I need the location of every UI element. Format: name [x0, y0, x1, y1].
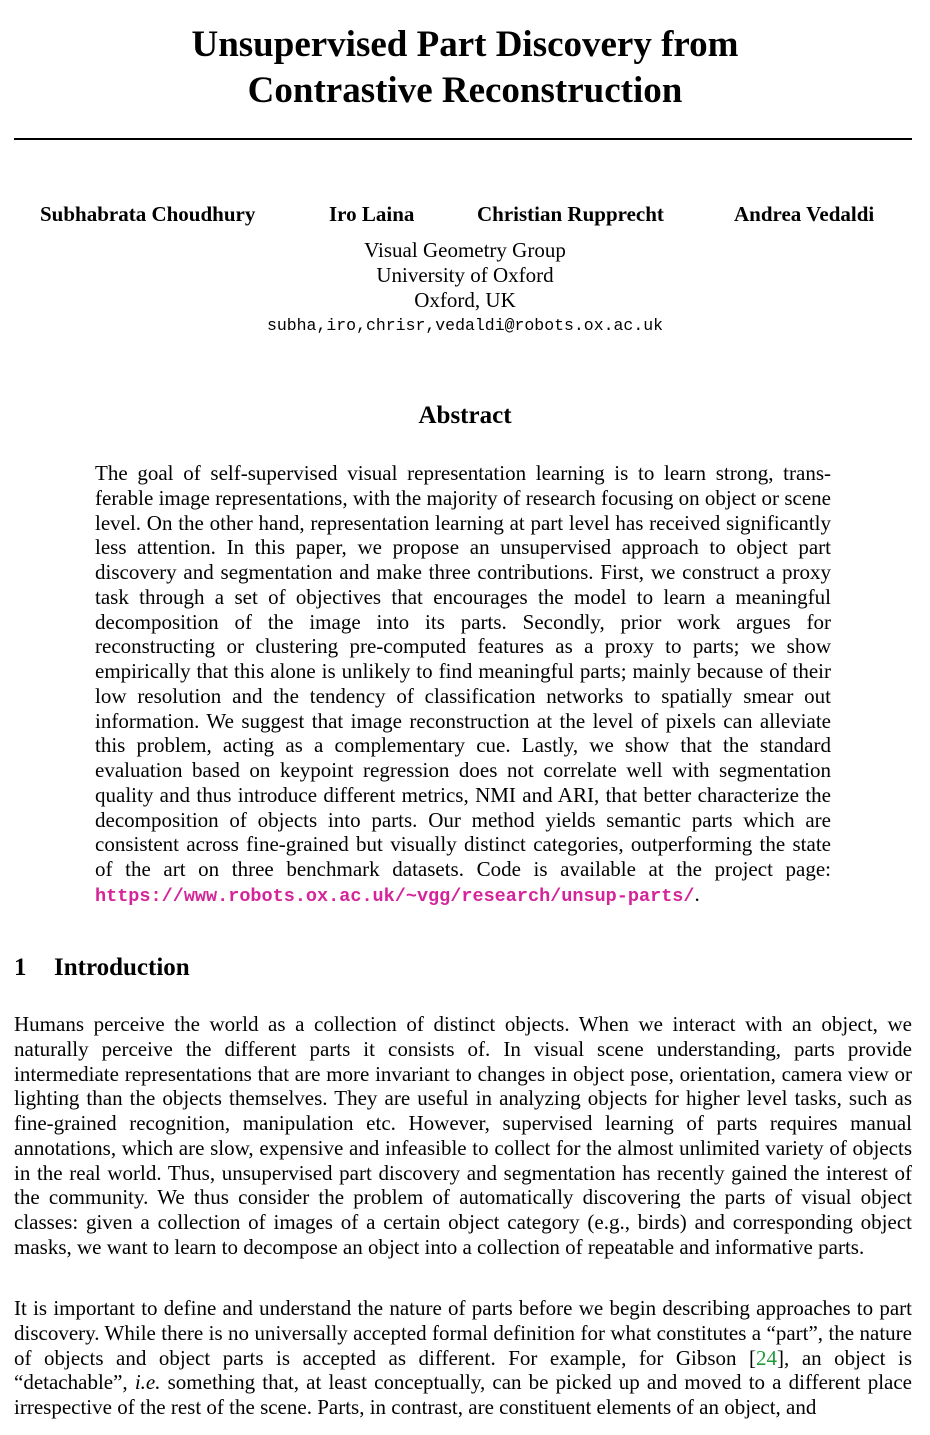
- author-list: [0, 202, 930, 230]
- title-line-1: Unsupervised Part Discovery from: [191, 24, 739, 65]
- intro-p2-part-b: ], an object is “detachable”,: [14, 1345, 912, 1395]
- abstract-body: [95, 461, 831, 910]
- affiliation-location: Oxford, UK: [414, 288, 516, 312]
- citation-link[interactable]: 24: [756, 1345, 778, 1370]
- paper-title: [0, 22, 930, 114]
- author-4: Andrea Vedaldi: [734, 202, 875, 226]
- abstract-end: .: [694, 881, 700, 906]
- abstract-heading: Abstract: [418, 402, 512, 429]
- section-number: 1: [14, 954, 27, 981]
- author-2: Iro Laina: [329, 202, 415, 226]
- intro-p2-part-a: It is important to define and understand the nature of parts before we begin describing approaches to part discovery. While there is no universally accepted formal definition for what constitutes a “part”, the nature of objects and object parts is accepted as different. For example, for Gibson [: [14, 1296, 912, 1370]
- section-heading: [14, 954, 914, 982]
- intro-paragraph-1-text: Humans perceive the world as a collection of distinct objects. When we interact with an object, we naturally perceive the different parts it consists of. In visual scene understanding, parts provide intermediate representations that are more invariant to changes in object pose, orientation, camera view or lighting than the objects themselves. They are useful in analyzing objects for higher level tasks, such as fine-grained recognition, manipulation etc. However, supervised learning of parts requires manual annotations, which are slow, expensive and infeasible to collect for the almost unlimited variety of objects in the real world. Thus, unsupervised part discovery and segmentation has recently gained the interest of the community. We thus consider the problem of automatically discovering the parts of visual object classes: given a collection of images of a certain object category (e.g., birds) and corresponding object masks, we want to learn to decompose an object into a collection of repeatable and informative parts.: [14, 1012, 912, 1259]
- intro-p2-part-c: something that, at least conceptually, can be picked up and moved to a different place irrespective of the rest of the scene. Parts, in contrast, are constituent elements of an object, and: [14, 1370, 912, 1419]
- intro-paragraph-2: [14, 1296, 912, 1420]
- title-rule: [14, 138, 912, 140]
- author-emails: subha,iro,chrisr,vedaldi@robots.ox.ac.uk: [266, 316, 664, 335]
- affiliation: [0, 238, 930, 339]
- section-title: Introduction: [54, 954, 190, 981]
- intro-p2-ie: i.e.: [134, 1370, 161, 1395]
- project-page-link[interactable]: https://www.robots.ox.ac.uk/~vgg/research/unsup-parts/: [95, 885, 695, 907]
- affiliation-group: Visual Geometry Group: [364, 238, 566, 262]
- affiliation-university: University of Oxford: [376, 263, 554, 287]
- title-line-2: Contrastive Reconstruction: [247, 70, 683, 111]
- author-1: Subhabrata Choudhury: [40, 202, 256, 226]
- abstract-text: The goal of self-supervised visual representation learning is to learn strong, transferable image representations, with the majority of research focusing on object or scene level. On the other hand, representation learning at part level has received significantly less attention. In this paper, we propose an unsupervised approach to object part discovery and segmentation and make three contributions. First, we construct a proxy task through a set of objectives that encourages the model to learn a meaningful decomposition of the image into its parts. Secondly, prior work argues for reconstructing or clustering pre-computed features as a proxy to parts; we show empirically that this alone is unlikely to find meaningful parts; mainly because of their low resolution and the tendency of classification networks to spatially smear out information. We suggest that image reconstruction at the level of pixels can alleviate this problem, acting as a complementary cue. Lastly, we show that the standard evaluation based on keypoint regression does not correlate well with segmentation quality and thus introduce different metrics, NMI and ARI, that better characterize the decomposition of objects into parts. Our method yields semantic parts which are consistent across fine-grained but visually distinct categories, outperforming the state of the art on three benchmark datasets. Code is available at the project page:: [95, 461, 831, 881]
- author-3: Christian Rupprecht: [477, 202, 664, 226]
- intro-paragraph-1: [14, 1012, 912, 1260]
